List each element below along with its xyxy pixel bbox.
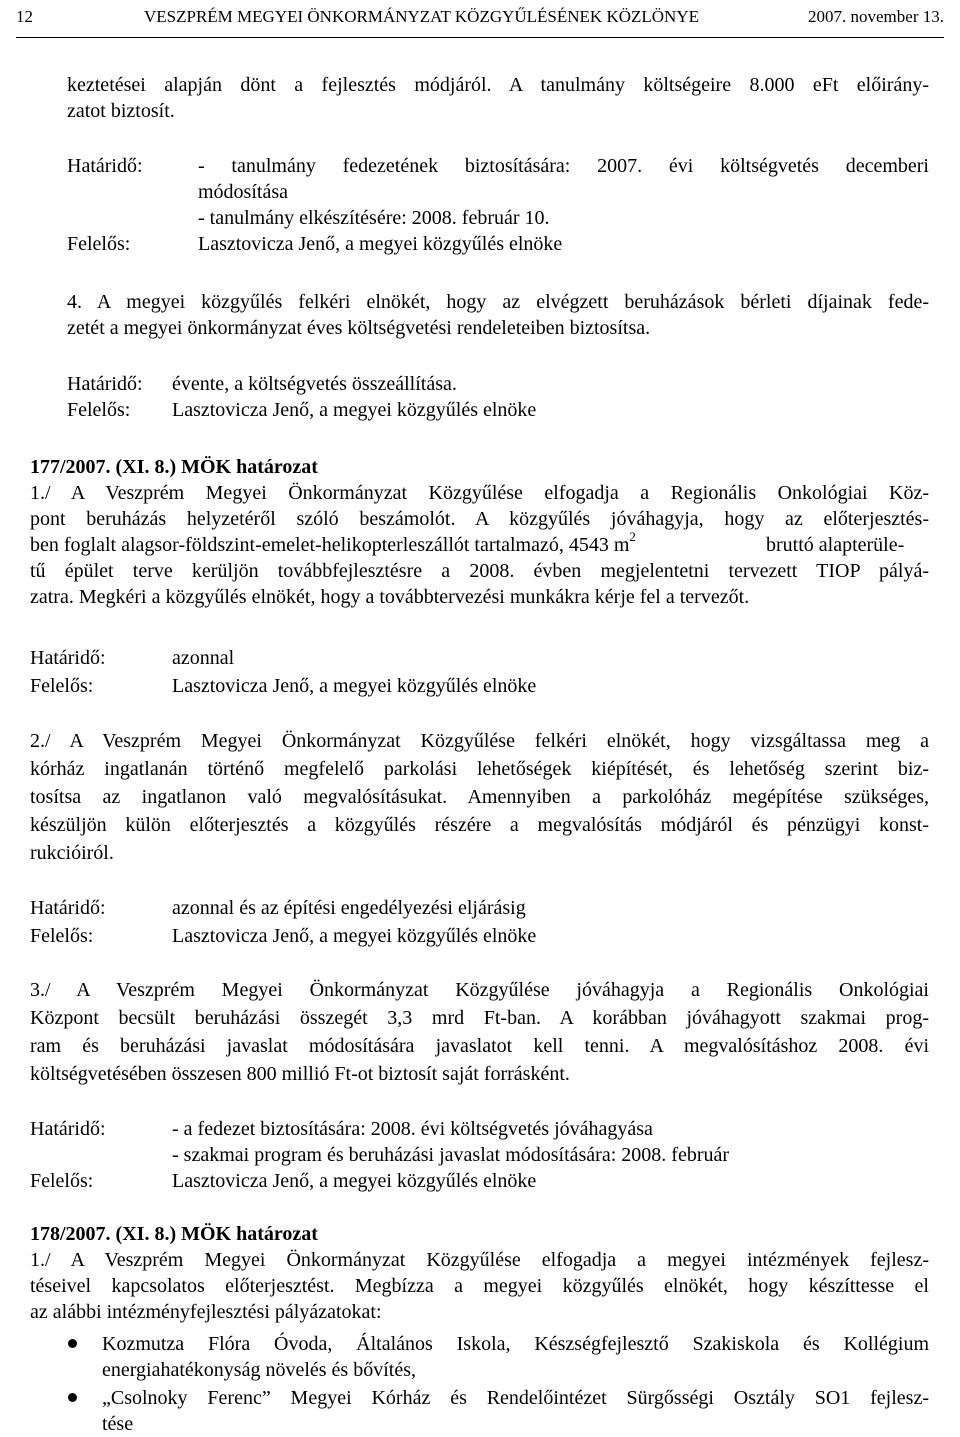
resolution-paragraph-line: készüljön külön előterjesztés a közgyűlés részére a megvalósítás módjáról és pénzügyi konst- — [30, 814, 929, 836]
resolution-paragraph-line: bruttó alapterüle- — [766, 534, 905, 556]
resolution-paragraph-line: 3./ A Veszprém Megyei Önkormányzat Közgyűlése jóváhagyja a Regionális Onkológiai — [30, 979, 929, 1001]
resolution-paragraph-line — [30, 529, 636, 558]
item-4-line-2: zetét a megyei önkormányzat éves költségvetési rendeleteiben biztosítsa. — [67, 317, 651, 339]
deadline-text: évente, a költségvetés összeállítása. — [172, 373, 457, 395]
list-item-line: Kozmutza Flóra Óvoda, Általános Iskola, Készségfejlesztő Szakiskola és Kollégium — [102, 1333, 929, 1355]
responsible-text: Lasztovicza Jenő, a megyei közgyűlés elnöke — [172, 1170, 537, 1192]
resolution-paragraph-line: Központ becsült beruházási összegét 3,3 mrd Ft-ban. A korábban jóváhagyott szakmai prog- — [30, 1007, 929, 1029]
bullet-icon — [68, 1339, 77, 1348]
resolution-paragraph-line: pont beruházás helyzetéről szóló beszámolót. A közgyűlés jóváhagyja, hogy az előterjesztés- — [30, 508, 929, 530]
resolution-title: 177/2007. (XI. 8.) MÖK határozat — [30, 456, 318, 478]
deadline-text: azonnal — [172, 647, 235, 669]
list-item-line: „Csolnoky Ferenc” Megyei Kórház és Rendelőintézet Sürgősségi Osztály SO1 fejlesz- — [102, 1387, 929, 1409]
responsible-text: Lasztovicza Jenő, a megyei közgyűlés elnöke — [172, 399, 537, 421]
item-4-line-1: 4. A megyei közgyűlés felkéri elnökét, hogy az elvégzett beruházások bérleti díjainak fede- — [67, 291, 929, 313]
responsible-label: Felelős: — [67, 233, 131, 255]
intro-line-2: zatot biztosít. — [67, 100, 175, 122]
deadline-label: Határidő: — [67, 155, 143, 177]
deadline-text: - tanulmány elkészítésére: 2008. február 10. — [198, 207, 550, 229]
deadline-text: - szakmai program és beruházási javaslat módosítására: 2008. február — [172, 1144, 730, 1166]
resolution-paragraph-line: rukcióiról. — [30, 842, 114, 864]
list-item-line: energiahatékonyság növelés és bővítés, — [102, 1359, 416, 1381]
issue-date: 2007. november 13. — [808, 7, 944, 26]
resolution-paragraph-line: tű épület terve kerüljön továbbfejlesztésre a 2008. évben megjelentetni tervezett TIOP pályá- — [30, 560, 929, 582]
responsible-label: Felelős: — [30, 1170, 94, 1192]
deadline-label: Határidő: — [30, 1118, 106, 1140]
deadline-text: - tanulmány fedezetének biztosítására: 2007. évi költségvetés decemberi — [198, 155, 929, 177]
responsible-label: Felelős: — [30, 675, 94, 697]
resolution-paragraph-line: 1./ A Veszprém Megyei Önkormányzat Közgyűlése elfogadja a Regionális Onkológiai Köz- — [30, 482, 929, 504]
line-text: ben foglalt alagsor-földszint-emelet-helikopterleszállót tartalmazó, 4543 m — [30, 534, 630, 556]
deadline-text: módosítása — [198, 181, 288, 203]
intro-line-1: keztetései alapján dönt a fejlesztés módjáról. A tanulmány költségeire 8.000 eFt előirány- — [67, 74, 929, 96]
resolution-title: 178/2007. (XI. 8.) MÖK határozat — [30, 1223, 318, 1245]
resolution-paragraph-line: ram és beruházási javaslat módosítására javaslatot kell tenni. A megvalósításhoz 2008. évi — [30, 1035, 929, 1057]
deadline-label: Határidő: — [30, 897, 106, 919]
responsible-text: Lasztovicza Jenő, a megyei közgyűlés elnöke — [172, 675, 537, 697]
responsible-label: Felelős: — [67, 399, 131, 421]
resolution-paragraph-line: kórház ingatlanán történő megfelelő parkolási lehetőségek kiépítését, és lehetőség szerint biz- — [30, 758, 929, 780]
deadline-text: azonnal és az építési engedélyezési eljárásig — [172, 897, 526, 919]
superscript: 2 — [629, 529, 636, 545]
running-header — [16, 0, 944, 38]
resolution-paragraph-line: az alábbi intézményfejlesztési pályázatokat: — [30, 1301, 382, 1323]
publication-title: VESZPRÉM MEGYEI ÖNKORMÁNYZAT KÖZGYŰLÉSÉNEK KÖZLÖNYE — [144, 7, 699, 26]
list-item-line: tése — [102, 1413, 134, 1435]
responsible-text: Lasztovicza Jenő, a megyei közgyűlés elnöke — [198, 233, 563, 255]
bullet-icon — [68, 1393, 77, 1402]
resolution-paragraph-line: zatra. Megkéri a közgyűlés elnökét, hogy a továbbtervezési munkákra kérje fel a tervezőt. — [30, 586, 750, 608]
resolution-paragraph-line: tosítsa az ingatlanon való megvalósításukat. Amennyiben a parkolóház megépítése szükséges, — [30, 786, 929, 808]
resolution-paragraph-line: 2./ A Veszprém Megyei Önkormányzat Közgyűlése felkéri elnökét, hogy vizsgáltassa meg a — [30, 730, 929, 752]
resolution-paragraph-line: téseivel kapcsolatos előterjesztést. Megbízza a megyei közgyűlés elnökét, hogy készíttesse el — [30, 1275, 929, 1297]
responsible-label: Felelős: — [30, 925, 94, 947]
page-number: 12 — [16, 7, 33, 26]
deadline-label: Határidő: — [30, 647, 106, 669]
deadline-label: Határidő: — [67, 373, 143, 395]
responsible-text: Lasztovicza Jenő, a megyei közgyűlés elnöke — [172, 925, 537, 947]
deadline-text: - a fedezet biztosítására: 2008. évi költségvetés jóváhagyása — [172, 1118, 653, 1140]
resolution-paragraph-line: költségvetésében összesen 800 millió Ft-ot biztosít saját forrásként. — [30, 1063, 570, 1085]
resolution-paragraph-line: 1./ A Veszprém Megyei Önkormányzat Közgyűlése elfogadja a megyei intézmények fejlesz- — [30, 1249, 929, 1271]
